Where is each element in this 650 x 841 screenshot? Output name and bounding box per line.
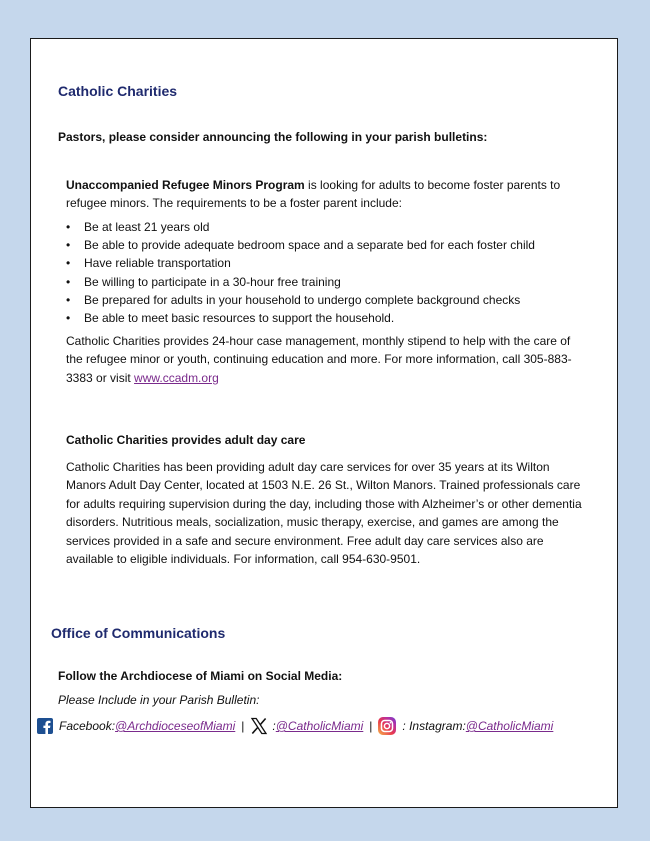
pastor-instruction: Pastors, please consider announcing the following in your parish bulletins: [58,130,488,144]
separator: | [369,719,373,733]
requirement-item: • Be able to provide adequate bedroom space and a separate bed for each foster child [64,236,584,254]
social-media-row [37,717,553,735]
adult-care-title: Catholic Charities provides adult day care [66,433,306,447]
facebook-label: Facebook: [59,719,116,733]
x-label: : [272,719,276,733]
ccadm-link[interactable]: www.ccadm.org [134,370,219,385]
bulletin-page [30,38,618,808]
requirement-item: • Be willing to participate in a 30-hour free training [64,273,584,291]
program-intro-text: is looking for adults to become foster parents to refugee minors. The requirements to be a foster parent include: [66,178,561,211]
program-intro [66,176,581,213]
program-name: Unaccompanied Refugee Minors Program [66,178,305,192]
x-icon[interactable] [250,717,268,735]
program-closing [66,332,581,387]
instagram-handle-link[interactable]: @CatholicMiami [465,719,554,733]
x-handle-link[interactable]: @CatholicMiami [275,719,364,733]
include-line: Please Include in your Parish Bulletin: [58,693,260,707]
facebook-icon[interactable] [37,718,53,734]
separator: | [241,719,245,733]
catholic-charities-heading: Catholic Charities [58,83,178,99]
program-closing-text: Catholic Charities provides 24-hour case management, monthly stipend to help with the care of the refugee minor or youth, continuing education and more. For more information, call 305-883-3383 or visit [66,334,572,385]
requirement-item: • Be at least 21 years old [64,218,584,236]
communications-heading: Office of Communications [51,625,226,641]
requirements-list [64,218,584,327]
requirement-item: • Be able to meet basic resources to support the household. [64,309,584,327]
instagram-label: : Instagram: [402,719,466,733]
follow-line: Follow the Archdiocese of Miami on Social Media: [58,669,343,683]
adult-care-body: Catholic Charities has been providing adult day care services for over 35 years at its Wilton Manors Adult Day Center, located at 1503 N.E. 26 St., Wilton Manors. Trained professionals care for adults requiring supervision during the day, including those with Alzheimer’s or other dementia disorders. Nutritious meals, socialization, music therapy, exercise, and games are among the services provided in a safe and secure environment. Free adult day care services also are available to eligible individuals. For information, call 954-630-9501. [66,460,582,567]
facebook-handle-link[interactable]: @ArchdioceseofMiami [115,719,236,733]
requirement-item: • Have reliable transportation [64,254,584,272]
requirement-item: • Be prepared for adults in your household to undergo complete background checks [64,291,584,309]
instagram-icon[interactable] [378,717,396,735]
